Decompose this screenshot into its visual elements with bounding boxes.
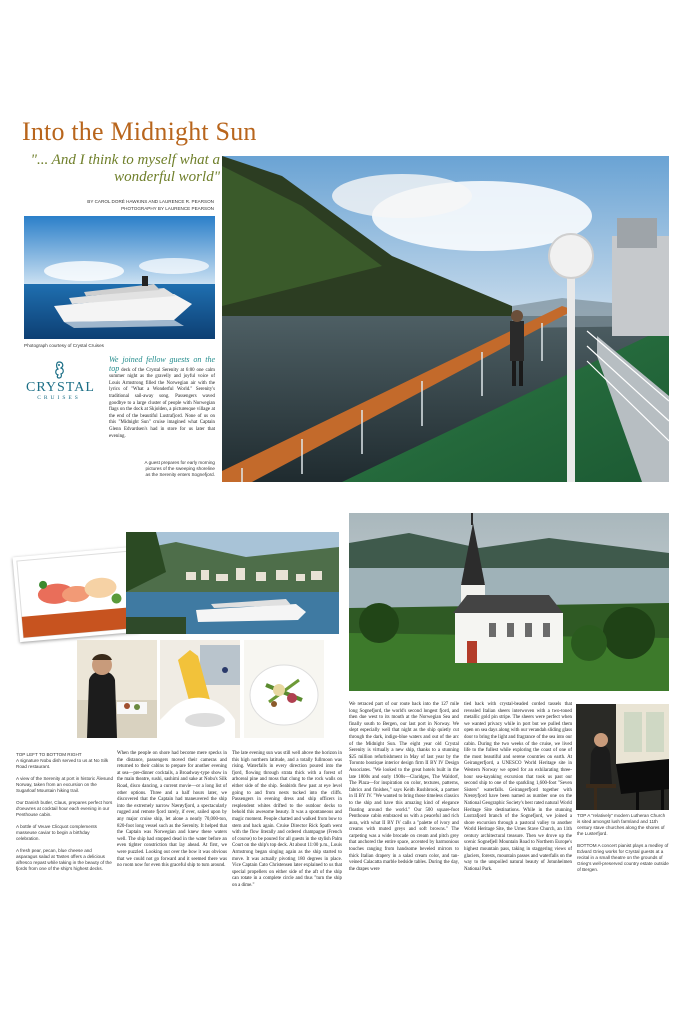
deck-photo-caption: A guest prepares for early morning pictures of the sweeping shoreline as the Serenity enters Sognefjord.: [144, 460, 215, 477]
logo-sub: CRUISES: [37, 395, 81, 401]
body-column-1: When the people on shore had become mere specks in the distance, passengers moved their cameras and returned to their cabins to prepare for another evening at sea—pre-dinner cocktails, a Broadway-type show in the main theatre, sushi, sashimi and sake at Nobu's Silk Road, disco dancing, a current movie—or a long list of other options. Three and a half hours later, we discovered that the Captain had maneuvered the ship into the extremely narrow Nærøyfjord, a spectacularly rugged and remote fjord rarely, if ever, sailed upon by any major cruise ship, let alone a nearly 70,000-ton, 820-foot long vessel such as the Serenity. It helped that the Captain was Norwegian and knew these waters well. The ship had stopped dead in the water before an even tighter constriction that lay ahead. At first, we were puzzled. Looking out over the bow it was obvious that we could not go forward and it seemed there was no room now for even this graceful ship to turn around.: [117, 751, 227, 869]
article-title: Into the Midnight Sun: [22, 117, 257, 146]
ship-photo-credit: Photograph courtesy of Crystal Cruises: [24, 343, 104, 348]
intro-text: deck of the Crystal Serenity at 6:00 one calm summer night as the gravelly and joyful voice of Louis Armstrong filled the Norwegian air with the lyrics of "What a Wonderful World." Serenity's traditional sail-away song. Passengers waved goodbye to a large cluster of people with Norwegian flags on the dock at Skjolden, a picturesque village at the end of the beautiful Lustrafjord. None of us on this "Midnight Sun" cruise imagined what Captain Glenn Edvardsen's had in store for us later that evening.: [109, 367, 215, 439]
intro-paragraph: [109, 357, 215, 440]
caption-pianist: BOTTOM A concert pianist plays a medley of Edvard Grieg works for Crystal guests at a recital in a small theatre on the grounds of Grieg's well-preserved country estate outside of Bergen.: [577, 843, 669, 872]
caption-alesund: A view of the Serenity at port in historic Ålesund Norway, taken from an excursion on the Sugarloaf Mountain hiking trail.: [16, 776, 114, 793]
ship-deck-fjord-photo: [222, 156, 669, 482]
caption-salad: A fresh pear, pecan, blue cheese and asparagus salad at Tastes offers a delicious alfresco repast while taking in the beauty of the fjords from one of the ship's highest decks.: [16, 848, 112, 871]
caption-champagne: A bottle of Veuve Clicquot complements masseuse caviar to begin a birthday celebration.: [16, 824, 97, 841]
right-captions: [577, 813, 669, 873]
butler-photo: [77, 640, 157, 738]
lutheran-church-photo: [349, 513, 669, 691]
nobu-dish-photo: [13, 547, 140, 642]
crystal-cruises-logo: [26, 360, 95, 414]
champagne-caviar-photo: [160, 640, 240, 738]
body-column-3: We retraced part of our route back into the 127 mile long Sognefjord, the world's second longest fjord, and then due west to its mouth at the Norwegian Sea and finally south to Bergen, our last port in Norway. We slept especially well that night as the ship quietly cut through the dark, indigo-blue waters and out of the arc of the Midnight Sun. The eight year old Crystal Serenity is virtually a new ship, thanks to a stunning $25 million refurbishment in May of last year by the Toronto boutique interior design firm II BY IV Design Associates. "We looked to the great hotels built in the late 1800s and early 1900s—Claridges, The Waldorf, The Plaza—for inspiration on color, textures, patterns, fabrics and finishes," says Keith Rushbrook, a partner in II BY IV. "We wanted to bring those timeless classics to the ship and have this amazing kind of elegance floating around the world." Our 500 square-foot Penthouse cabin embraced us with a peaceful and rich aura, with what II BY IV calls a "palette of ivory and creams with muted greys and soft browns." The carpeting was a wide brocade on cream and pitch grey that anchored the entire space, accented by harmonious touches ranging from handsome beveled mirrors to thick Italian drapery in a salad cream color, and tan-veined Calacatta marble bedside tables. During the day, the drapes were: [349, 702, 459, 872]
alesund-port-photo: [126, 532, 339, 634]
byline: [24, 198, 214, 212]
body-column-2: The late evening sun was still well above the horizon in this high northern latitude, and a totally fullmoon was rising. Waterfalls in every direction poured into the fjord, flowing through strata thick with a forest of arboreal pine and moss that clung to the rock walls on either side of the ship. Seabirds flew past at eye level going to and from nests tucked into the cliffs. Passengers in evening dress and ship officers in resplendent whites drifted to the outdoor decks to behold this awesome beauty. It was a spontaneous and magic moment. People chatted and walked from bow to stern and back again. Cruise Director Rick Spath went with the flow literally and ordered champagne (French of course) to be poured for all guests in the stylish Palm Court on the ship's top deck. At about 11:00 p.m., Louis Armstrong began singing again as the ship started to move. It was actually pivoting 180 degrees in place. Vice Captain Cato Christensen later explained to us that special propellers on either side of the aft of the ship can rotate in a complete circle and thus "turn the ship on a dime.": [232, 751, 342, 888]
caption-butler: Our Danish butler, Claus, prepares perfect hors d'oeuvres at cocktail hour each evening in our Penthouse cabin.: [16, 800, 113, 817]
intro-lead: We joined fellow guests on the top: [109, 355, 215, 373]
caption-nobu: A signature Nobu dish served to us at No Silk Road restaurant.: [16, 758, 109, 769]
logo-name: CRYSTAL: [26, 380, 95, 395]
left-captions: [16, 752, 114, 872]
byline-authors: BY CAROL DORÉ HAWKINS AND LAURENCE R. PEARSON: [87, 199, 214, 204]
caption-church: TOP A "relatively" modern Lutheran Church is sited amongst lush farmland and 11th century stave churches along the shores of the Lusterfjord.: [577, 813, 666, 836]
body-column-4: tied back with crystal-beaded corded tassels that revealed Italian sheers interwoven with a two-toned metallic gold pin stripe. The sheers were perfect when we wanted privacy while in port but we pulled them open on sea days along with our verandah sliding glass door to bring the light and fragrance of the sea into our cabin. During the two weeks of the cruise, we lived life to the fullest while exploring the coast of one of the most beautiful and serene countries on earth. At Geirangerfjord, a UNESCO World Heritage site in Western Norway we opted for an exhilarating three-hour sea-kayaking excursion that took us past our second ship to one of the sparkling 1,600-foot "Seven Sisters" waterfalls. Geirangerfjord together with Nærøyfjord have been named as number one on the National Geographic Society's best rated natural World Heritage Site destinations. While in the stunning Lustrafjord branch of the Sognefjord, we joined a shore excursion through a pastoral valley to another World Heritage Site, the Urnes Stave Church, an 11th century architectural treasure. Then we drove up the scenic Sognefjell Mountain Road to Northern Europe's highest mountain pass, taking in staggering views of glaciers, forests, mountain passes and waterfalls on the way to the unspoiled natural beauty of Jotunheimen National Park.: [464, 702, 572, 872]
seahorse-icon: [49, 360, 69, 380]
byline-photography: PHOTOGRAPHY BY LAURENCE PEARSON: [121, 206, 214, 211]
pianist-recital-photo: [576, 704, 669, 810]
pear-salad-photo: [244, 640, 324, 738]
article-subtitle: "... And I think to myself what a wonderful world": [30, 152, 220, 185]
cruise-ship-photo: [24, 216, 215, 339]
caption-order-label: TOP LEFT TO BOTTOM RIGHT: [16, 752, 82, 757]
